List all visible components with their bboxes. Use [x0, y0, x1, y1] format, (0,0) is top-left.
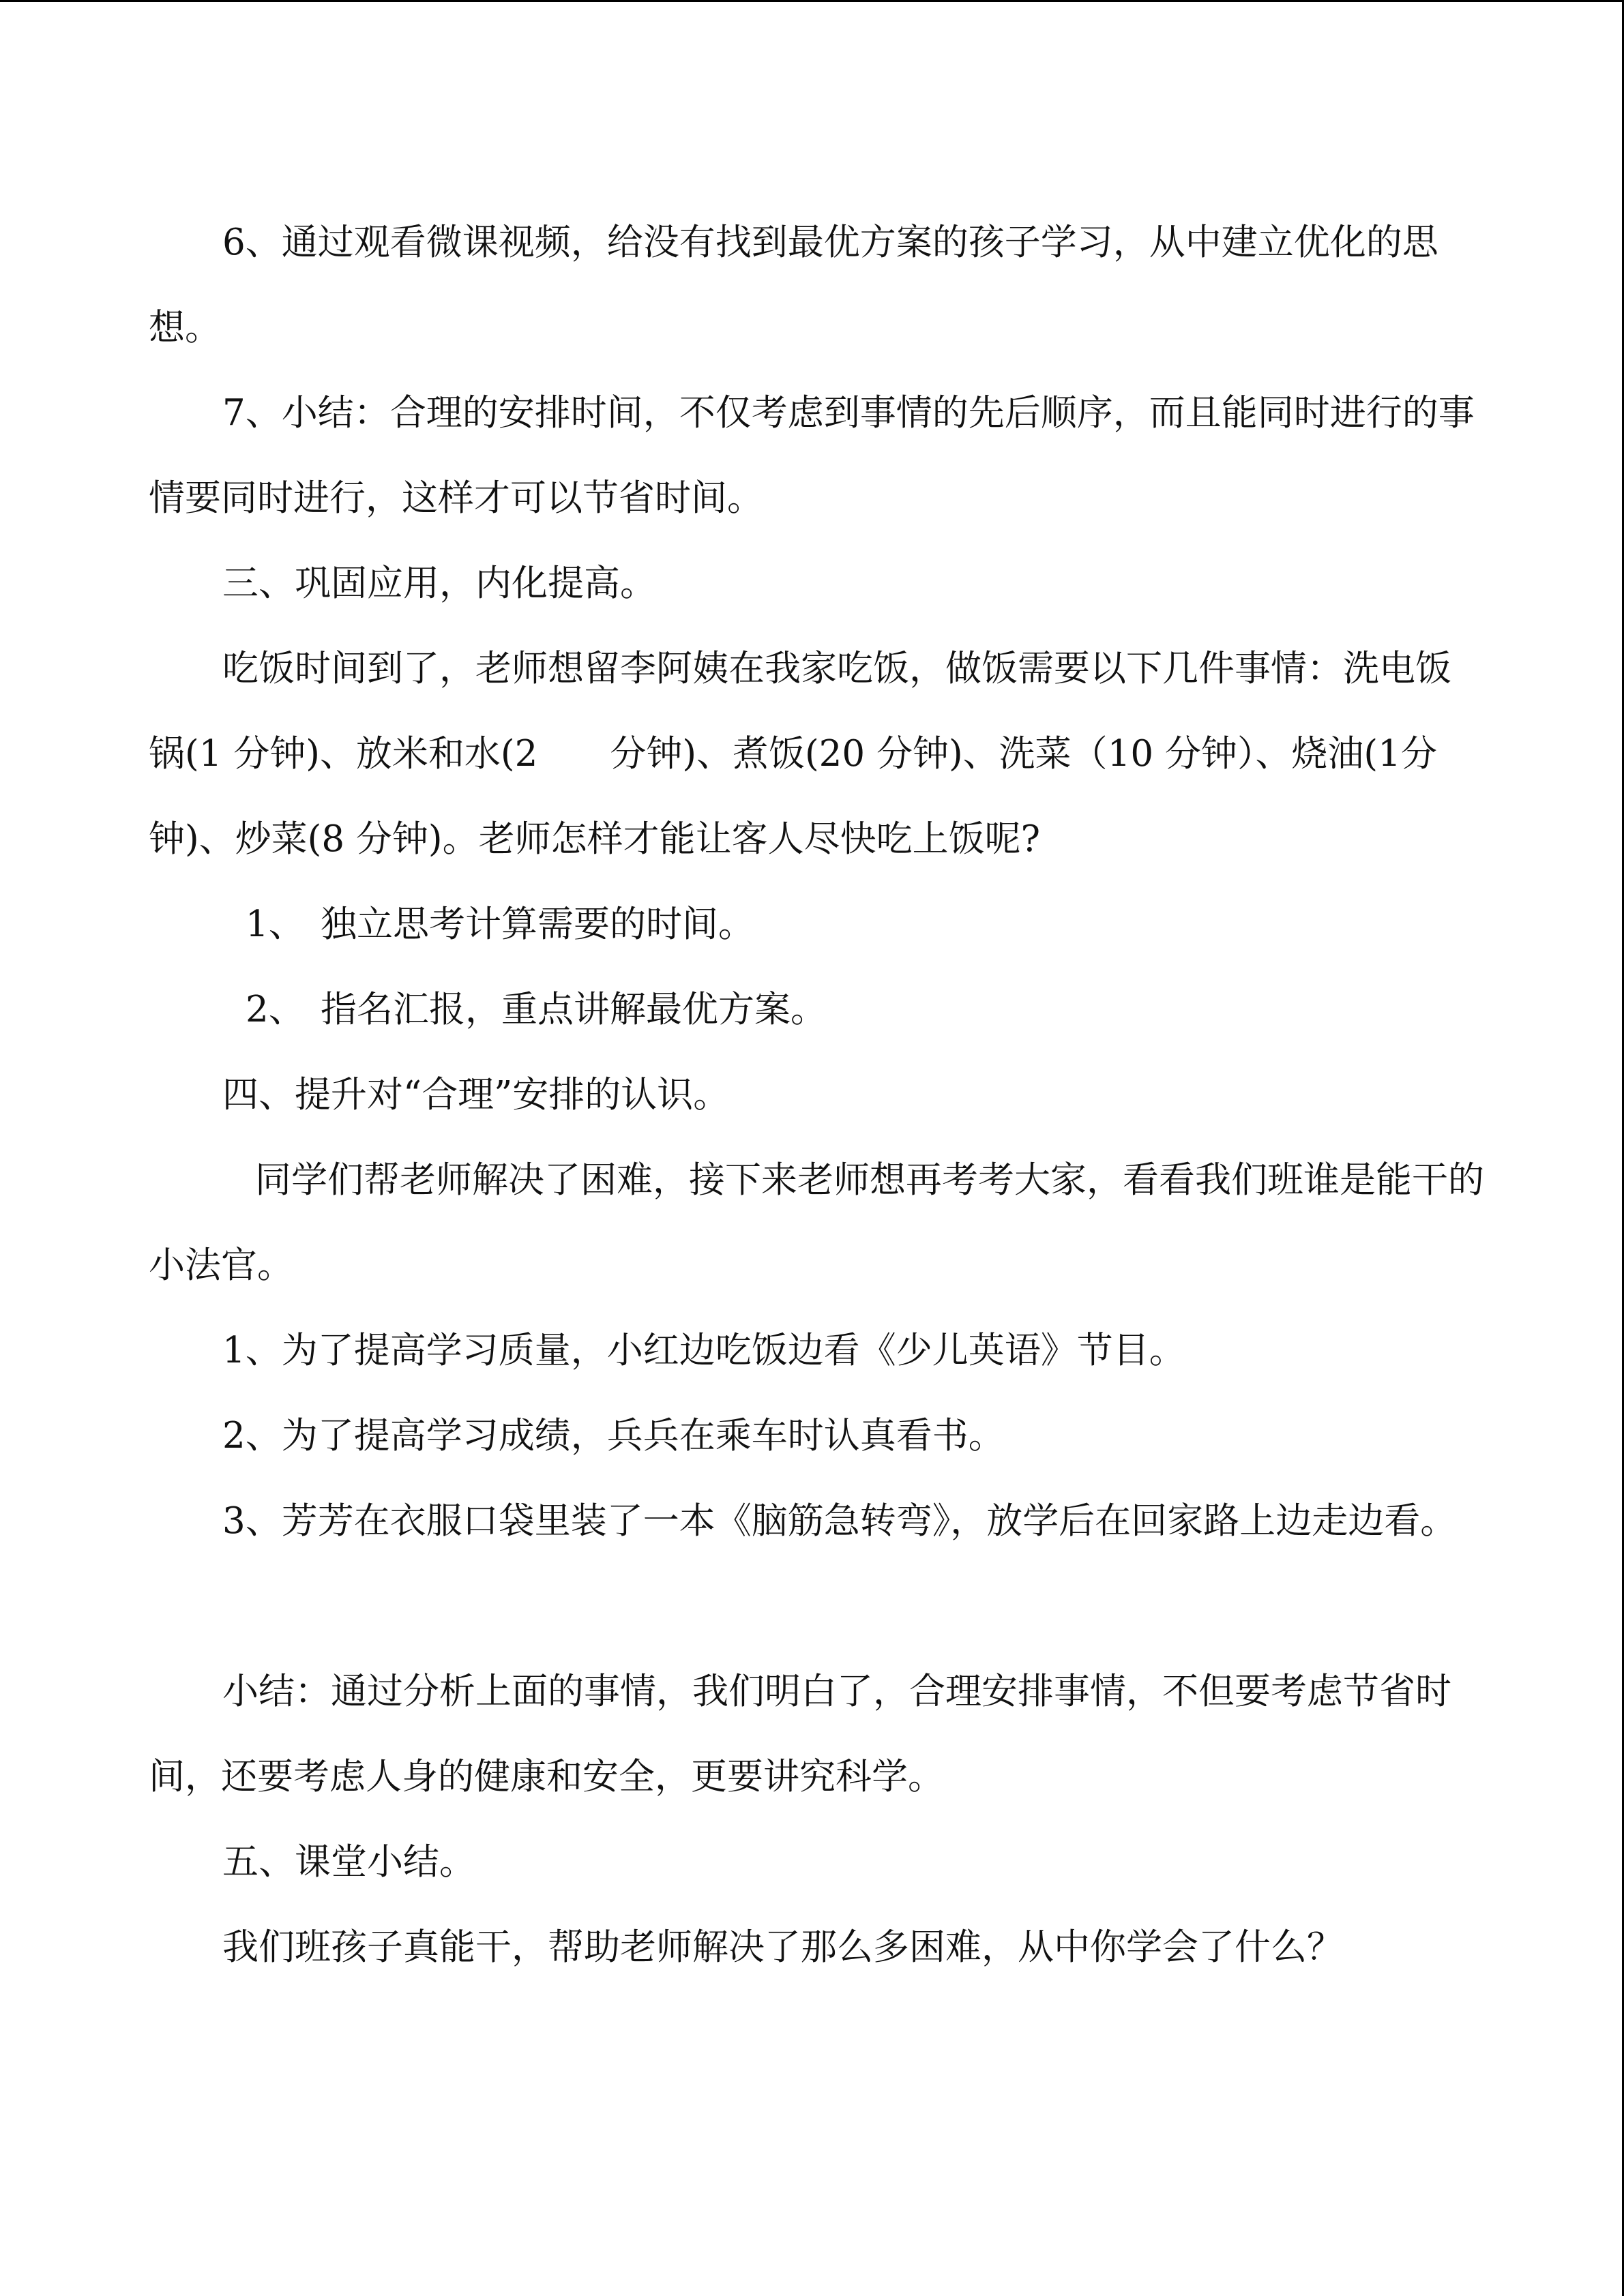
step-number: 2、	[246, 989, 305, 1030]
paragraph-micro-lesson-video: 6、通过观看微课视频，给没有找到最优方案的孩子学习，从中建立优化的思想。	[149, 222, 1438, 348]
paragraph-closing-question: 我们班孩子真能干，帮助老师解决了那么多困难，从中你学会了什么？	[222, 1926, 1343, 1968]
step-number: 1、	[246, 904, 305, 945]
step-text: 指名汇报，重点讲解最优方案。	[321, 989, 827, 1030]
paragraph-cooking-problem: 吃饭时间到了，老师想留李阿姨在我家吃饭，做饭需要以下几件事情：洗电饭锅(1 分钟)、放米和水(2 分钟)、煮饭(20 分钟)、洗菜（10 分钟）、烧油(1分钟)、炒菜(8 分钟)。老师怎样才能让客人尽快吃上饭呢?	[149, 648, 1451, 860]
list-item: 2、为了提高学习成绩，兵兵在乘车时认真看书。	[222, 1415, 1005, 1457]
step-text: 独立思考计算需要的时间。	[321, 904, 754, 945]
list-item: 1、为了提高学习质量，小红边吃饭边看《少儿英语》节目。	[222, 1330, 1185, 1371]
section-heading-class-summary: 五、课堂小结。	[222, 1841, 475, 1883]
section-heading-reasonable: 四、提升对“合理”安排的认识。	[222, 1074, 730, 1116]
paragraph-summary-safety: 小结：通过分析上面的事情，我们明白了，合理安排事情，不但要考虑节省时间，还要考虑人身的健康和安全，更要讲究科学。	[149, 1671, 1451, 1798]
section-heading-consolidate: 三、巩固应用，内化提高。	[222, 563, 656, 604]
list-item: 3、芳芳在衣服口袋里装了一本《脑筋急转弯》，放学后在回家路上边走边看。	[222, 1500, 1457, 1542]
paragraph-summary-time: 7、小结：合理的安排时间，不仅考虑到事情的先后顺序，而且能同时进行的事情要同时进行，这样才可以节省时间。	[149, 392, 1475, 519]
paragraph-little-judge: 同学们帮老师解决了困难，接下来老师想再考考大家，看看我们班谁是能干的小法官。	[149, 1159, 1484, 1286]
